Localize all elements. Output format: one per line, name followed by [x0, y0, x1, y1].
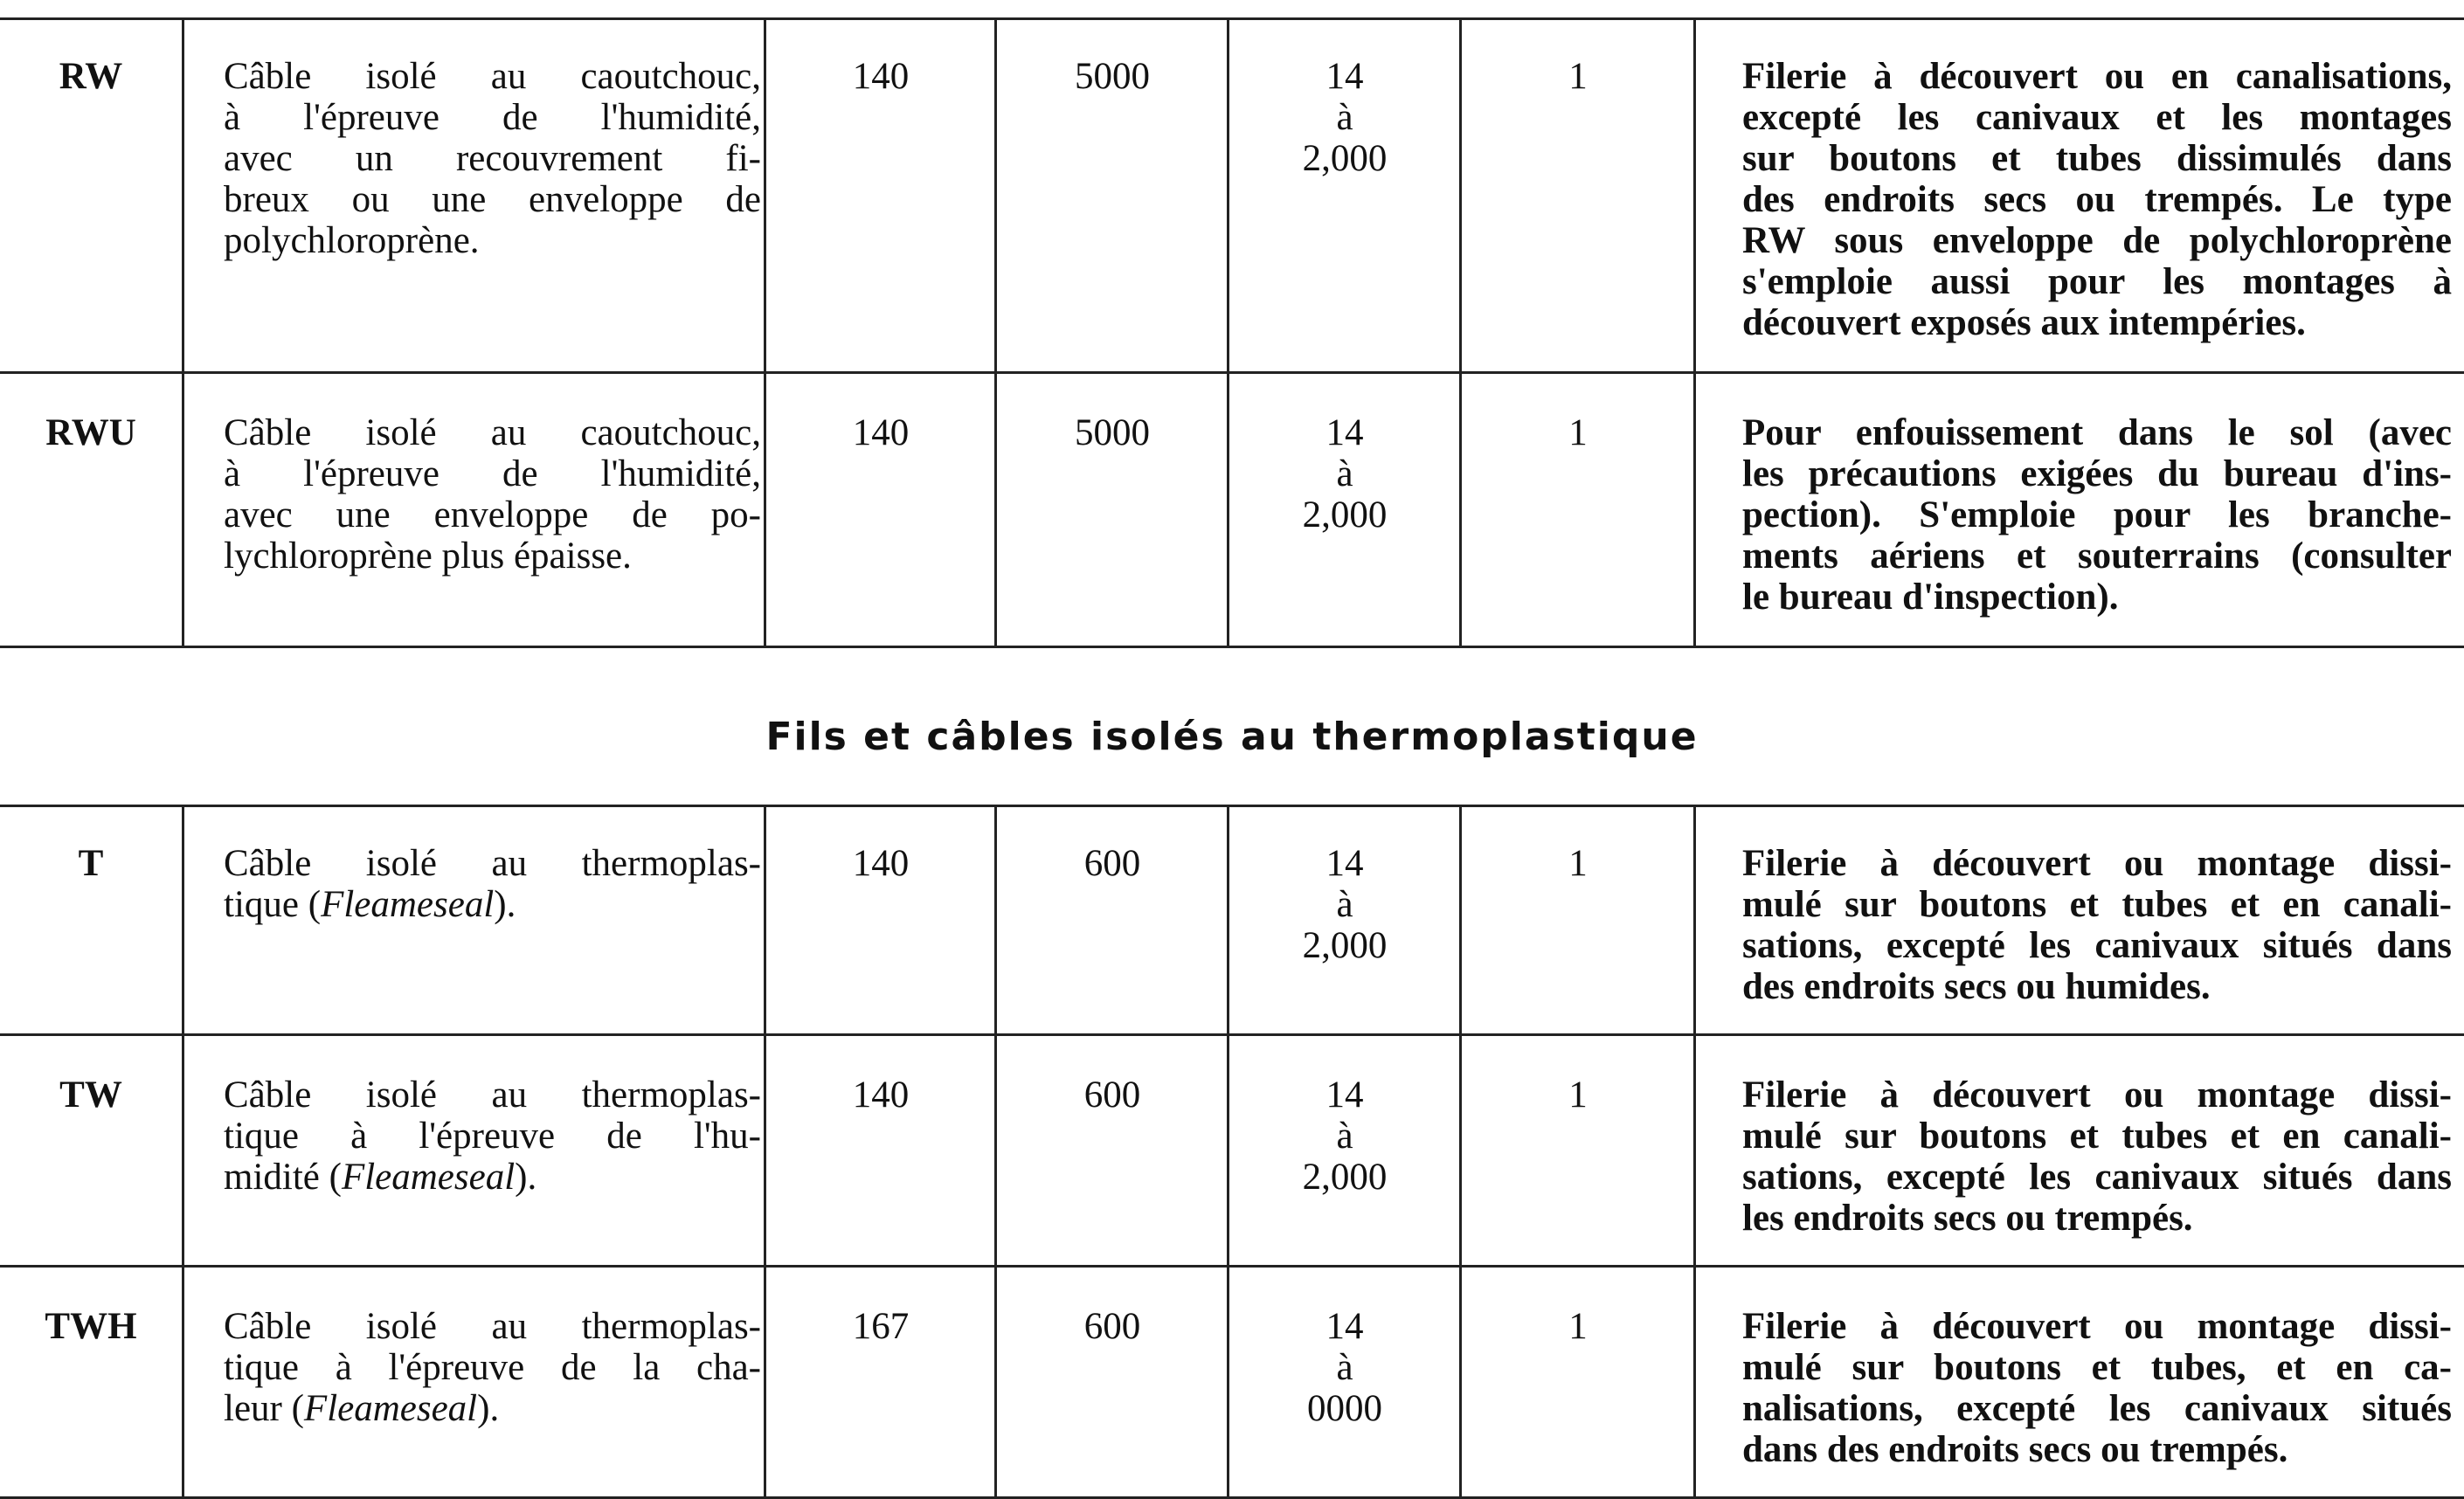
- description-line: [224, 1388, 761, 1429]
- column-divider: [1227, 1268, 1229, 1496]
- column-divider: [764, 805, 766, 1033]
- column-divider: [1693, 805, 1696, 1033]
- column-divider: [764, 374, 766, 646]
- column-divider: [1693, 374, 1696, 646]
- cable-description: [183, 17, 765, 371]
- use-line: les endroits secs ou trempés.: [1742, 1198, 2193, 1239]
- column-divider: [1459, 17, 1462, 371]
- cable-description: [183, 1268, 765, 1496]
- size-range: [1229, 1036, 1461, 1265]
- cable-use: [1695, 805, 2464, 1033]
- use-line: Filerie à découvert ou en canalisations,: [1742, 56, 2452, 97]
- cable-type: T: [78, 843, 104, 884]
- description-line: lychloroprène plus épaisse.: [224, 535, 632, 577]
- column-divider: [182, 1268, 184, 1496]
- use-line: le bureau d'inspection).: [1742, 577, 2119, 618]
- column-divider: [994, 1268, 997, 1496]
- size-range: [1229, 17, 1461, 371]
- description-line: [224, 1157, 761, 1198]
- use-line: sations, excepté les canivaux situés dans: [1742, 1157, 2452, 1198]
- use-line: s'emploie aussi pour les montages à: [1742, 261, 2452, 302]
- size-to: 2,000: [1302, 138, 1388, 179]
- table-row-twh: [0, 1268, 2464, 1499]
- size-to: 0000: [1307, 1388, 1382, 1429]
- column-divider: [1693, 1268, 1696, 1496]
- size-from: 14: [1325, 412, 1364, 453]
- description-line: avec un recouvrement fi-: [224, 138, 761, 179]
- size-from: 14: [1325, 1306, 1364, 1347]
- description-line: Câble isolé au caoutchouc,: [224, 412, 761, 453]
- size-to-word: à: [1336, 1116, 1353, 1157]
- voltage-value: 600: [1083, 1074, 1141, 1116]
- voltage-value: 5000: [1075, 56, 1150, 97]
- cable-use: [1695, 374, 2464, 646]
- column-divider: [764, 17, 766, 371]
- brand-name: Fleameseal: [303, 1388, 478, 1429]
- use-line: Filerie à découvert ou montage dissi-: [1742, 1074, 2452, 1116]
- size-range: [1229, 374, 1461, 646]
- table-row-tw: [0, 1036, 2464, 1268]
- use-line: Filerie à découvert ou montage dissi-: [1742, 1306, 2452, 1347]
- description-text: ).: [515, 1157, 537, 1198]
- use-line: RW sous enveloppe de polychloroprène: [1742, 220, 2452, 261]
- size-from: 14: [1325, 56, 1364, 97]
- table-row-t: [0, 805, 2464, 1036]
- use-line: les précautions exigées du bureau d'ins-: [1742, 453, 2452, 494]
- column-divider: [1693, 17, 1696, 371]
- description-line: Câble isolé au thermoplas-: [224, 1306, 761, 1347]
- size-to: 2,000: [1302, 1157, 1388, 1198]
- use-line: des endroits secs ou humides.: [1742, 966, 2211, 1007]
- use-line: mulé sur boutons et tubes, et en ca-: [1742, 1347, 2452, 1388]
- column-divider: [1227, 805, 1229, 1033]
- use-line: nalisations, excepté les canivaux situés: [1742, 1388, 2452, 1429]
- use-line: Filerie à découvert ou montage dissi-: [1742, 843, 2452, 884]
- description-text: tique (: [224, 884, 322, 925]
- cable-description: [183, 805, 765, 1033]
- use-line: mulé sur boutons et tubes et en canali-: [1742, 884, 2452, 925]
- voltage-value: 600: [1083, 843, 1141, 884]
- conductor-count: 1: [1568, 1074, 1588, 1116]
- table-row-rw: [0, 17, 2464, 374]
- description-text: ).: [477, 1388, 500, 1429]
- table-row-rwu: [0, 374, 2464, 648]
- temperature-value: 140: [852, 843, 910, 884]
- column-divider: [1227, 374, 1229, 646]
- column-divider: [1459, 805, 1462, 1033]
- column-divider: [764, 1268, 766, 1496]
- description-line: à l'épreuve de l'humidité,: [224, 97, 761, 138]
- brand-name: Fleameseal: [321, 884, 495, 925]
- cable-type: RWU: [45, 412, 136, 453]
- description-text: ).: [494, 884, 516, 925]
- brand-name: Fleameseal: [341, 1157, 516, 1198]
- column-divider: [1227, 17, 1229, 371]
- use-line: découvert exposés aux intempéries.: [1742, 302, 2306, 343]
- description-line: Câble isolé au thermoplas-: [224, 1074, 761, 1116]
- thermoplastic-cable-table: [0, 805, 2464, 1499]
- conductor-count: 1: [1568, 1306, 1588, 1347]
- use-line: sur boutons et tubes dissimulés dans: [1742, 138, 2452, 179]
- temperature-value: 140: [852, 1074, 910, 1116]
- column-divider: [1459, 1036, 1462, 1265]
- column-divider: [994, 17, 997, 371]
- temperature-value: 167: [852, 1306, 910, 1347]
- column-divider: [182, 805, 184, 1033]
- description-line: [224, 884, 761, 925]
- cable-type: TWH: [45, 1306, 137, 1347]
- column-divider: [182, 17, 184, 371]
- cable-type: TW: [59, 1074, 122, 1116]
- column-divider: [1459, 374, 1462, 646]
- temperature-value: 140: [852, 412, 910, 453]
- description-line: à l'épreuve de l'humidité,: [224, 453, 761, 494]
- use-line: mulé sur boutons et tubes et en canali-: [1742, 1116, 2452, 1157]
- size-range: [1229, 1268, 1461, 1496]
- rubber-cable-table: [0, 17, 2464, 648]
- column-divider: [994, 1036, 997, 1265]
- column-divider: [182, 374, 184, 646]
- use-line: Pour enfouissement dans le sol (avec: [1742, 412, 2452, 453]
- size-to: 2,000: [1302, 925, 1388, 966]
- conductor-count: 1: [1568, 412, 1588, 453]
- voltage-value: 5000: [1075, 412, 1150, 453]
- conductor-count: 1: [1568, 843, 1588, 884]
- use-line: excepté les canivaux et les montages: [1742, 97, 2452, 138]
- description-line: avec une enveloppe de po-: [224, 494, 761, 535]
- description-line: tique à l'épreuve de l'hu-: [224, 1116, 761, 1157]
- description-line: breux ou une enveloppe de: [224, 179, 761, 220]
- column-divider: [182, 1036, 184, 1265]
- description-text: midité (: [224, 1157, 342, 1198]
- description-line: tique à l'épreuve de la cha-: [224, 1347, 761, 1388]
- column-divider: [994, 374, 997, 646]
- use-line: pection). S'emploie pour les branche-: [1742, 494, 2452, 535]
- column-divider: [1227, 1036, 1229, 1265]
- description-text: leur (: [224, 1388, 304, 1429]
- temperature-value: 140: [852, 56, 910, 97]
- size-from: 14: [1325, 843, 1364, 884]
- conductor-count: 1: [1568, 56, 1588, 97]
- column-divider: [1459, 1268, 1462, 1496]
- use-line: ments aériens et souterrains (consulter: [1742, 535, 2452, 577]
- size-to-word: à: [1336, 1347, 1353, 1388]
- column-divider: [994, 805, 997, 1033]
- use-line: sations, excepté les canivaux situés dans: [1742, 925, 2452, 966]
- column-divider: [764, 1036, 766, 1265]
- voltage-value: 600: [1083, 1306, 1141, 1347]
- cable-description: [183, 1036, 765, 1265]
- cable-description: [183, 374, 765, 646]
- size-from: 14: [1325, 1074, 1364, 1116]
- size-to-word: à: [1336, 884, 1353, 925]
- description-line: Câble isolé au thermoplas-: [224, 843, 761, 884]
- cable-type: RW: [59, 56, 123, 97]
- size-to: 2,000: [1302, 494, 1388, 535]
- cable-use: [1695, 17, 2464, 371]
- use-line: dans des endroits secs ou trempés.: [1742, 1429, 2288, 1470]
- section-heading: Fils et câbles isolés au thermoplastique: [765, 715, 1699, 759]
- description-line: Câble isolé au caoutchouc,: [224, 56, 761, 97]
- cable-use: [1695, 1268, 2464, 1496]
- use-line: des endroits secs ou trempés. Le type: [1742, 179, 2452, 220]
- description-line: polychloroprène.: [224, 220, 480, 261]
- size-to-word: à: [1336, 453, 1353, 494]
- size-range: [1229, 805, 1461, 1033]
- column-divider: [1693, 1036, 1696, 1265]
- cable-use: [1695, 1036, 2464, 1265]
- size-to-word: à: [1336, 97, 1353, 138]
